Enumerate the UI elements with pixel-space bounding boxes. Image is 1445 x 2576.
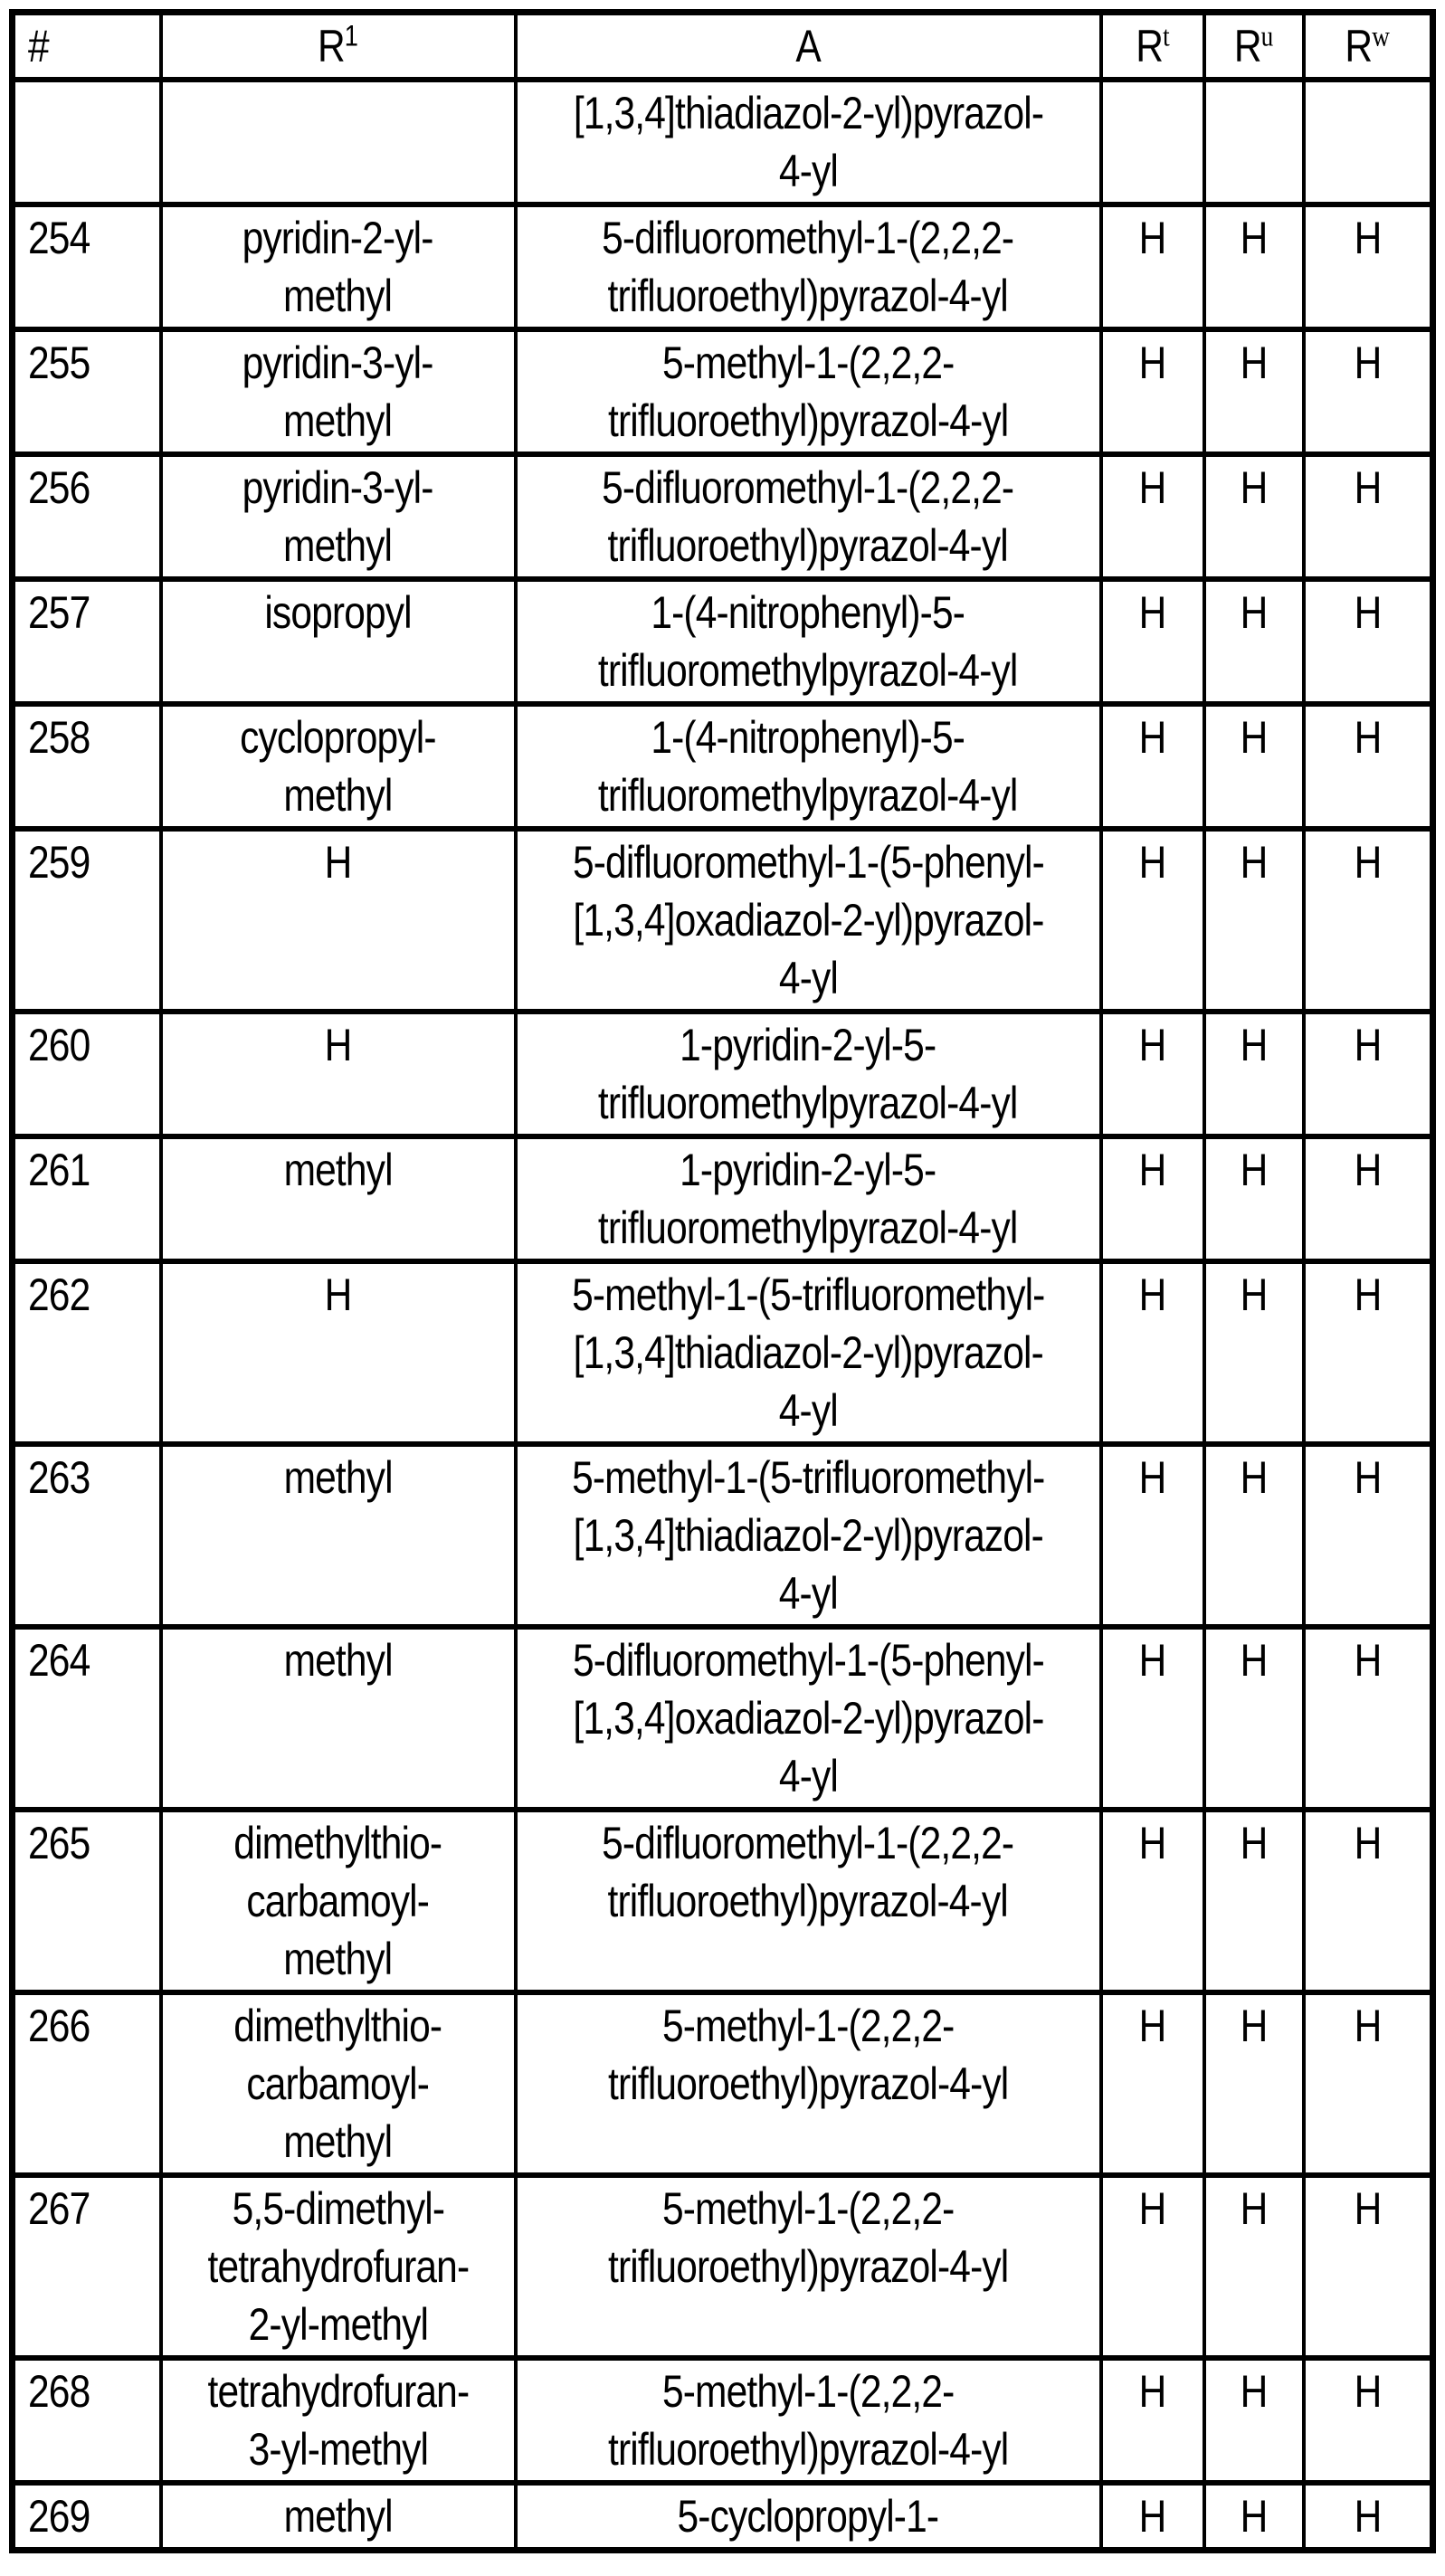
- cell-a: [516, 2175, 1101, 2358]
- cell-text: 263: [28, 1452, 90, 1503]
- column-header-rw: [1304, 13, 1433, 81]
- cell-num: [13, 579, 161, 704]
- cell-text: H: [1354, 337, 1382, 388]
- ru-base: R: [1233, 21, 1261, 71]
- cell-a: [516, 1444, 1101, 1627]
- column-header-a-label: A: [795, 21, 821, 71]
- r1-sup: 1: [344, 19, 358, 52]
- compound-table: [9, 9, 1436, 2553]
- cell-text: 262: [28, 1269, 90, 1320]
- cell-ru: [1204, 329, 1304, 454]
- cell-num: [13, 2483, 161, 2551]
- cell-r1: [161, 1444, 516, 1627]
- cell-text: H: [1240, 2183, 1268, 2234]
- cell-text: H: [1240, 462, 1268, 513]
- cell-text: methyl: [283, 1452, 393, 1503]
- rw-sup: w: [1372, 19, 1390, 52]
- cell-text: 266: [28, 2001, 90, 2051]
- cell-text: H: [1138, 587, 1166, 638]
- cell-ru: [1204, 579, 1304, 704]
- column-header-rt-label: [1136, 17, 1169, 75]
- cell-ru: [1204, 2175, 1304, 2358]
- cell-a: [516, 1810, 1101, 1992]
- cell-rw: [1304, 829, 1433, 1012]
- rw-base: R: [1345, 21, 1373, 71]
- cell-text: H: [1138, 1452, 1166, 1503]
- cell-text: isopropyl: [264, 587, 412, 638]
- cell-num: [13, 829, 161, 1012]
- cell-a: [516, 1261, 1101, 1444]
- cell-r1: [161, 1261, 516, 1444]
- cell-text: 1-(4-nitrophenyl)-5- trifluoromethylpyrazol-4-yl: [598, 712, 1018, 821]
- cell-text: 268: [28, 2366, 90, 2417]
- cell-ru: [1204, 1261, 1304, 1444]
- cell-a: [516, 1627, 1101, 1810]
- cell-text: pyridin-3-yl- methyl: [242, 337, 433, 446]
- cell-r1: [161, 1627, 516, 1810]
- cell-ru: [1204, 80, 1304, 204]
- cell-num: [13, 2358, 161, 2483]
- cell-rw: [1304, 1261, 1433, 1444]
- cell-text: methyl: [283, 1635, 393, 1686]
- cell-text: H: [1240, 837, 1268, 888]
- table-row: [13, 1992, 1433, 2175]
- cell-rt: [1101, 1810, 1204, 1992]
- rt-base: R: [1135, 21, 1163, 71]
- cell-a: [516, 2358, 1101, 2483]
- cell-text: 5-difluoromethyl-1-(2,2,2- trifluoroethyl)pyrazol-4-yl: [602, 1818, 1014, 1926]
- cell-ru: [1204, 204, 1304, 329]
- cell-text: H: [1138, 2491, 1166, 2542]
- cell-rt: [1101, 1136, 1204, 1261]
- cell-rw: [1304, 454, 1433, 579]
- cell-ru: [1204, 2358, 1304, 2483]
- cell-ru: [1204, 454, 1304, 579]
- cell-text: H: [1354, 2491, 1382, 2542]
- cell-text: H: [1240, 1635, 1268, 1686]
- column-header-ru-label: [1234, 17, 1273, 75]
- cell-r1: [161, 329, 516, 454]
- cell-rw: [1304, 329, 1433, 454]
- cell-text: H: [1354, 1635, 1382, 1686]
- table-row: [13, 329, 1433, 454]
- cell-text: H: [1138, 213, 1166, 263]
- column-header-r1-label: [318, 17, 358, 75]
- cell-text: H: [1354, 462, 1382, 513]
- cell-num: [13, 1810, 161, 1992]
- cell-text: 267: [28, 2183, 90, 2234]
- cell-text: 5-difluoromethyl-1-(5-phenyl- [1,3,4]oxadiazol-2-yl)pyrazol- 4-yl: [572, 1635, 1044, 1801]
- cell-r1: [161, 1810, 516, 1992]
- table-row: [13, 2483, 1433, 2551]
- cell-rw: [1304, 1627, 1433, 1810]
- cell-r1: [161, 204, 516, 329]
- cell-rt: [1101, 1012, 1204, 1136]
- cell-rw: [1304, 579, 1433, 704]
- cell-text: 254: [28, 213, 90, 263]
- cell-rt: [1101, 2175, 1204, 2358]
- cell-r1: [161, 2175, 516, 2358]
- cell-a: [516, 829, 1101, 1012]
- cell-text: H: [1138, 337, 1166, 388]
- cell-text: [1,3,4]thiadiazol-2-yl)pyrazol- 4-yl: [573, 88, 1043, 196]
- cell-text: cyclopropyl- methyl: [240, 712, 436, 821]
- cell-text: 5-methyl-1-(5-trifluoromethyl- [1,3,4]thiadiazol-2-yl)pyrazol- 4-yl: [571, 1269, 1045, 1436]
- cell-a: [516, 204, 1101, 329]
- column-header-num: [13, 13, 161, 81]
- column-header-r1: [161, 13, 516, 81]
- cell-text: 1-pyridin-2-yl-5- trifluoromethylpyrazol-4-yl: [598, 1020, 1018, 1128]
- cell-a: [516, 329, 1101, 454]
- cell-ru: [1204, 1444, 1304, 1627]
- cell-rt: [1101, 2483, 1204, 2551]
- cell-rw: [1304, 204, 1433, 329]
- cell-rt: [1101, 1444, 1204, 1627]
- cell-text: H: [1138, 1635, 1166, 1686]
- column-header-ru: [1204, 13, 1304, 81]
- cell-r1: [161, 579, 516, 704]
- cell-text: 261: [28, 1145, 90, 1195]
- cell-text: H: [1138, 462, 1166, 513]
- cell-rt: [1101, 204, 1204, 329]
- cell-r1: [161, 829, 516, 1012]
- cell-text: H: [1138, 837, 1166, 888]
- cell-rt: [1101, 454, 1204, 579]
- cell-text: 5-difluoromethyl-1-(2,2,2- trifluoroethyl)pyrazol-4-yl: [602, 462, 1014, 571]
- cell-num: [13, 1627, 161, 1810]
- table-row: [13, 1627, 1433, 1810]
- cell-text: dimethylthio- carbamoyl- methyl: [233, 1818, 442, 1984]
- cell-text: 269: [28, 2491, 90, 2542]
- cell-text: H: [1240, 1452, 1268, 1503]
- cell-text: 257: [28, 587, 90, 638]
- r1-base: R: [318, 21, 345, 71]
- cell-rw: [1304, 1136, 1433, 1261]
- cell-text: H: [1354, 1269, 1382, 1320]
- cell-text: 5-methyl-1-(5-trifluoromethyl- [1,3,4]thiadiazol-2-yl)pyrazol- 4-yl: [571, 1452, 1045, 1619]
- table-row: [13, 1810, 1433, 1992]
- table-row: [13, 704, 1433, 829]
- cell-text: H: [1354, 2001, 1382, 2051]
- cell-ru: [1204, 704, 1304, 829]
- cell-text: H: [1354, 2366, 1382, 2417]
- cell-text: H: [1138, 712, 1166, 763]
- cell-text: 5-cyclopropyl-1-: [677, 2491, 939, 2542]
- cell-text: 1-(4-nitrophenyl)-5- trifluoromethylpyrazol-4-yl: [598, 587, 1018, 696]
- table-row: [13, 2358, 1433, 2483]
- cell-num: [13, 2175, 161, 2358]
- table-row: [13, 454, 1433, 579]
- cell-text: H: [1138, 2183, 1166, 2234]
- cell-ru: [1204, 829, 1304, 1012]
- cell-text: 259: [28, 837, 90, 888]
- cell-text: 256: [28, 462, 90, 513]
- cell-num: [13, 1992, 161, 2175]
- cell-rw: [1304, 1992, 1433, 2175]
- cell-text: H: [324, 1020, 352, 1070]
- cell-r1: [161, 1012, 516, 1136]
- cell-text: H: [1240, 2491, 1268, 2542]
- column-header-a: [516, 13, 1101, 81]
- cell-rt: [1101, 1627, 1204, 1810]
- cell-text: 5-methyl-1-(2,2,2- trifluoroethyl)pyrazol-4-yl: [607, 2183, 1009, 2292]
- cell-num: [13, 204, 161, 329]
- cell-text: H: [1240, 213, 1268, 263]
- cell-text: methyl: [283, 1145, 393, 1195]
- cell-ru: [1204, 1627, 1304, 1810]
- cell-text: H: [1240, 1269, 1268, 1320]
- table-body: [13, 80, 1433, 2551]
- cell-r1: [161, 704, 516, 829]
- cell-ru: [1204, 1136, 1304, 1261]
- ru-sup: u: [1260, 19, 1274, 52]
- cell-text: 5-difluoromethyl-1-(2,2,2- trifluoroethyl)pyrazol-4-yl: [602, 213, 1014, 321]
- cell-text: pyridin-2-yl- methyl: [242, 213, 433, 321]
- table-row: [13, 204, 1433, 329]
- column-header-rt: [1101, 13, 1204, 81]
- cell-text: 5-methyl-1-(2,2,2- trifluoroethyl)pyrazol-4-yl: [607, 337, 1009, 446]
- cell-text: 5-methyl-1-(2,2,2- trifluoroethyl)pyrazol-4-yl: [607, 2001, 1009, 2109]
- cell-num: [13, 454, 161, 579]
- table-row: [13, 829, 1433, 1012]
- cell-text: H: [1240, 2366, 1268, 2417]
- cell-text: H: [1354, 837, 1382, 888]
- table-row: [13, 1444, 1433, 1627]
- cell-text: tetrahydrofuran- 3-yl-methyl: [207, 2366, 469, 2475]
- rt-sup: t: [1162, 19, 1170, 52]
- cell-num: [13, 80, 161, 204]
- cell-r1: [161, 1992, 516, 2175]
- cell-text: 5-methyl-1-(2,2,2- trifluoroethyl)pyrazol-4-yl: [607, 2366, 1009, 2475]
- cell-text: H: [1240, 337, 1268, 388]
- cell-rw: [1304, 1810, 1433, 1992]
- cell-text: H: [1354, 1020, 1382, 1070]
- cell-num: [13, 329, 161, 454]
- cell-rt: [1101, 80, 1204, 204]
- cell-text: 5-difluoromethyl-1-(5-phenyl- [1,3,4]oxadiazol-2-yl)pyrazol- 4-yl: [572, 837, 1044, 1003]
- cell-rw: [1304, 80, 1433, 204]
- cell-rt: [1101, 1992, 1204, 2175]
- cell-text: 255: [28, 337, 90, 388]
- cell-text: 264: [28, 1635, 90, 1686]
- cell-text: 260: [28, 1020, 90, 1070]
- cell-num: [13, 1136, 161, 1261]
- cell-num: [13, 1012, 161, 1136]
- cell-text: H: [1240, 1145, 1268, 1195]
- cell-a: [516, 2483, 1101, 2551]
- cell-ru: [1204, 1810, 1304, 1992]
- cell-text: H: [324, 1269, 352, 1320]
- cell-text: H: [1354, 1818, 1382, 1868]
- cell-r1: [161, 2358, 516, 2483]
- cell-a: [516, 1992, 1101, 2175]
- cell-text: H: [1240, 1818, 1268, 1868]
- cell-rw: [1304, 2358, 1433, 2483]
- cell-rw: [1304, 1444, 1433, 1627]
- table-row: [13, 1261, 1433, 1444]
- column-header-rw-label: [1345, 17, 1390, 75]
- cell-text: H: [1354, 587, 1382, 638]
- cell-a: [516, 704, 1101, 829]
- cell-ru: [1204, 2483, 1304, 2551]
- cell-text: 1-pyridin-2-yl-5- trifluoromethylpyrazol-4-yl: [598, 1145, 1018, 1253]
- cell-a: [516, 1136, 1101, 1261]
- cell-text: 258: [28, 712, 90, 763]
- cell-text: H: [1240, 712, 1268, 763]
- cell-a: [516, 1012, 1101, 1136]
- cell-text: H: [1138, 2001, 1166, 2051]
- column-header-num-label: #: [28, 21, 49, 71]
- cell-text: 265: [28, 1818, 90, 1868]
- cell-r1: [161, 454, 516, 579]
- cell-num: [13, 1261, 161, 1444]
- cell-rw: [1304, 704, 1433, 829]
- cell-rt: [1101, 1261, 1204, 1444]
- cell-text: H: [1354, 213, 1382, 263]
- cell-text: H: [1354, 1452, 1382, 1503]
- cell-num: [13, 1444, 161, 1627]
- table-row: [13, 1136, 1433, 1261]
- cell-a: [516, 80, 1101, 204]
- cell-text: H: [1138, 1269, 1166, 1320]
- cell-ru: [1204, 1992, 1304, 2175]
- cell-rt: [1101, 579, 1204, 704]
- cell-rt: [1101, 829, 1204, 1012]
- cell-text: H: [1138, 2366, 1166, 2417]
- cell-num: [13, 704, 161, 829]
- cell-ru: [1204, 1012, 1304, 1136]
- table-row: [13, 579, 1433, 704]
- cell-text: 5,5-dimethyl- tetrahydrofuran- 2-yl-methyl: [207, 2183, 469, 2350]
- cell-text: pyridin-3-yl- methyl: [242, 462, 433, 571]
- cell-text: methyl: [283, 2491, 393, 2542]
- cell-rt: [1101, 329, 1204, 454]
- table-row: [13, 2175, 1433, 2358]
- cell-r1: [161, 1136, 516, 1261]
- cell-text: H: [1240, 2001, 1268, 2051]
- cell-text: H: [1354, 2183, 1382, 2234]
- cell-text: dimethylthio- carbamoyl- methyl: [233, 2001, 442, 2167]
- cell-text: H: [1240, 587, 1268, 638]
- cell-text: H: [1354, 1145, 1382, 1195]
- cell-rw: [1304, 2483, 1433, 2551]
- table-row: [13, 1012, 1433, 1136]
- cell-text: H: [1354, 712, 1382, 763]
- cell-text: H: [1138, 1145, 1166, 1195]
- cell-rw: [1304, 2175, 1433, 2358]
- cell-a: [516, 454, 1101, 579]
- header-row: [13, 13, 1433, 81]
- cell-rt: [1101, 704, 1204, 829]
- cell-rt: [1101, 2358, 1204, 2483]
- cell-text: H: [324, 837, 352, 888]
- cell-rw: [1304, 1012, 1433, 1136]
- table-row: [13, 80, 1433, 204]
- cell-text: H: [1138, 1818, 1166, 1868]
- cell-text: H: [1240, 1020, 1268, 1070]
- cell-r1: [161, 2483, 516, 2551]
- cell-a: [516, 579, 1101, 704]
- cell-text: H: [1138, 1020, 1166, 1070]
- cell-r1: [161, 80, 516, 204]
